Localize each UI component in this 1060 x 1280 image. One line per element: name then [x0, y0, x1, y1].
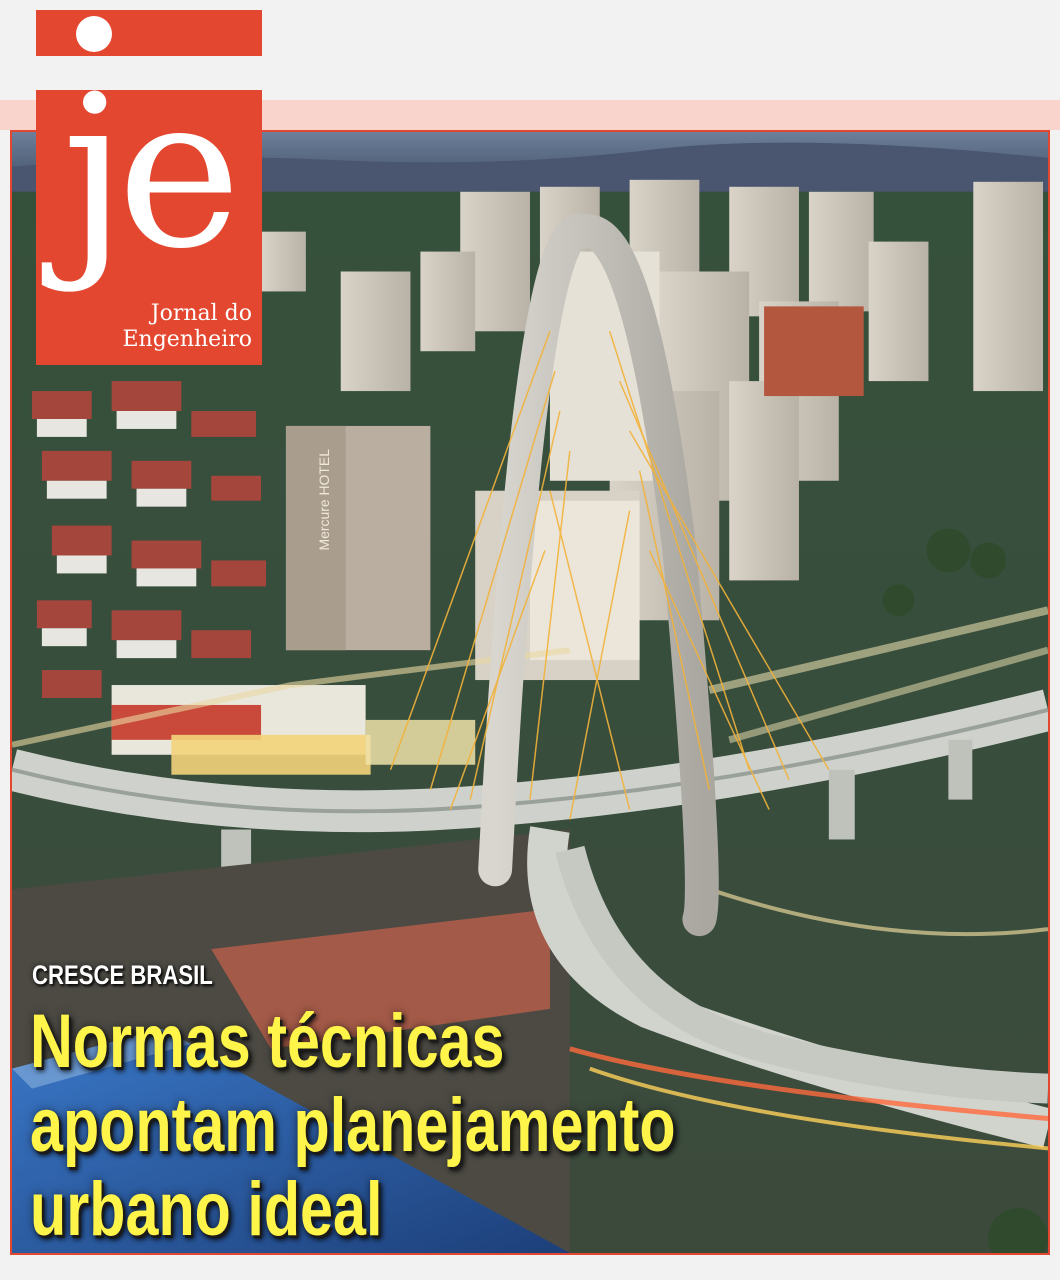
cover-kicker: CRESCE BRASIL: [32, 960, 213, 990]
publication-name-line1: Jornal do: [150, 301, 252, 326]
publication-name-line2: Engenheiro: [122, 327, 252, 352]
masthead-logo[interactable]: [36, 90, 262, 365]
cover-headline: [30, 1000, 1030, 1252]
hotel-sign: Mercure HOTEL: [315, 449, 332, 551]
headline-line-1: Normas técnicas: [30, 999, 505, 1084]
masthead-logo-dot: [76, 16, 112, 52]
masthead-logo-letters: je: [62, 90, 232, 295]
headline-line-3: urbano ideal: [30, 1167, 383, 1252]
masthead-logo-bar: [36, 10, 262, 56]
headline-line-2: apontam planejamento: [30, 1083, 676, 1168]
masthead-publication-name: [123, 301, 253, 353]
